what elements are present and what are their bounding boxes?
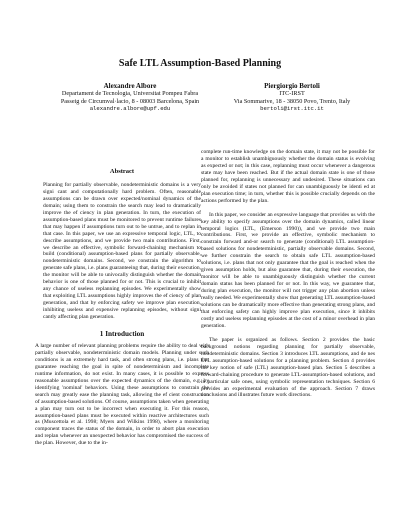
author-email: alexandre.albore@upf.edu xyxy=(89,105,171,113)
paper-title: Safe LTL Assumption-Based Planning xyxy=(118,58,282,69)
author-name: Piergiorgio Bertoli xyxy=(264,82,320,90)
intro-paragraph: A large number of relevant planning problems require the ability to deal with partially observable, nondeterministic domain models. Planning under such conditions is an extremely hard task, and often strong plans, i.e. plans that guarantee reaching the goal in spite of nondeterminism and incomplete runtime information, do not exist. In many cases, it is possible to express reasonable assumptions over the expected dynamics of the domain, e.g. by identifying 'nominal' behaviors. Using these assumptions to constrain the search may greatly ease the planning task, allowing the ef cient construction of assumption-based solutions. Of course, assumptions taken when generating a plan may turn out to be incorrect when executing it. For this reason, assumption-based plans must be executed within reactive architectures such as (Muscettola et al. 1998; Myers and Wilkins 1998), where a monitoring component traces the status of the domain, in order to abort plan execution and replan whenever an unexpected behavior has compromised the success of the plan. However, due to the in- xyxy=(35,342,209,447)
author-block-2 xyxy=(212,83,372,113)
author-address: Via Sommarive, 18 - 38050 Povo, Trento, Italy xyxy=(233,97,351,105)
author-address: Passeig de Circumval·lacio, 8 - 08003 Barcelona, Spain xyxy=(60,97,200,105)
author-email: bertoli@irst.itc.it xyxy=(260,105,324,113)
left-column xyxy=(35,149,209,447)
right-column xyxy=(201,149,375,399)
body-paragraph: The paper is organized as follows. Section 2 provides the basic background notions regarding planning for partially observable, nondeterministic domains. Section 3 introduces LTL assumptions, and de nes LTL assumption-based solutions for a planning problem. Section 4 provides the key notion of safe (LTL) assumption-based plan. Section 5 describes a forward-chaining procedure to generate LTL-assumption-based solutions, and in particular safe ones, using symbolic representation techniques. Section 6 provides an experimental evaluation of the approach. Section 7 draws conclusions and illustrates future work directions. xyxy=(201,336,375,399)
section-heading: 1 Introduction xyxy=(99,330,145,339)
author-affiliation: ITC-IRST xyxy=(279,90,305,98)
body-paragraph: In this paper, we consider an expressive language that provides us with the key ability to specify assumptions over the domain dynamics, called linear temporal logics (LTL, (Emerson 1990)), and we provide two main contributions. First, we provide an effective, symbolic mechanism to constrain forward and-or search to generate (conditional) LTL assumption-based solutions for nondeterministic, partially observable domains. Second, we further constrain the search to obtain safe LTL assumption-based solutions, i.e. plans that not only guarantee that the goal is reached when the given assumption holds, but also guarantee that, during their execution, the monitor will be able to unambiguously distinguish whether the current domain status has been planned for or not. In this way, we guarantee that, during plan execution, the monitor will not trigger any plan abortion unless really needed. We experimentally show that generating LTL assumption-based solutions can be dramatically more effective than generating strong plans, and that enforcing safety can highly improve plan execution, since it inhibits costly and useless replanning episodes at the cost of a minor overhead in plan generation. xyxy=(201,211,375,329)
author-affiliation: Departament de Tecnologia, Universitat Pompeu Fabra xyxy=(61,90,199,98)
author-name: Alexandre Albore xyxy=(103,82,157,90)
author-block-1 xyxy=(40,83,220,113)
abstract-text: Planning for partially observable, nondeterministic domains is a very signi cant and computationally hard problem. Often, reasonable assumptions can be drawn over expected/nominal dynamics of the domain; using them to constrain the search may lead to dramatically improve the ef ciency in plan generation. In turn, the execution of assumption-based plans must be monitored to prevent runtime failures that may happen if assumptions turn out to be untrue, and to replan in that case. In this paper, we use an expressive temporal logic, LTL, to describe assumptions, and we provide two main contributions. First, we describe an effective, symbolic forward-chaining mechanism to build (conditional) assumption-based plans for partially observable, nondeterministic domains. Second, we constrain the algorithm to generate safe plans, i.e. plans guaranteeing that, during their execution, the monitor will be able to univocally distinguish whether the domain behavior is one of those planned for or not. This is crucial to inhibit any chance of useless replanning episodes. We experimentally show that exploiting LTL assumptions highly improves the ef ciency of plan generation, and that by enforcing safety we improve plan execution, inhibiting useless and expensive replanning episodes, without signi cantly affecting plan generation. xyxy=(43,181,201,321)
body-paragraph: complete run-time knowledge on the domain state, it may not be possible for a monitor to establish unambiguously whether the domain status is evolving as expected or not; in this case, replanning must occur whenever a dangerous state may have been reached. But if the actual domain state is one of those planned for, replanning is unnecessary and undesired. These situations can only be avoided if states not planned for can unambiguously be identi ed at plan execution time; in turn, whether this is possible crucially depends on the actions performed by the plan. xyxy=(201,149,375,204)
abstract-heading: Abstract xyxy=(109,168,135,175)
